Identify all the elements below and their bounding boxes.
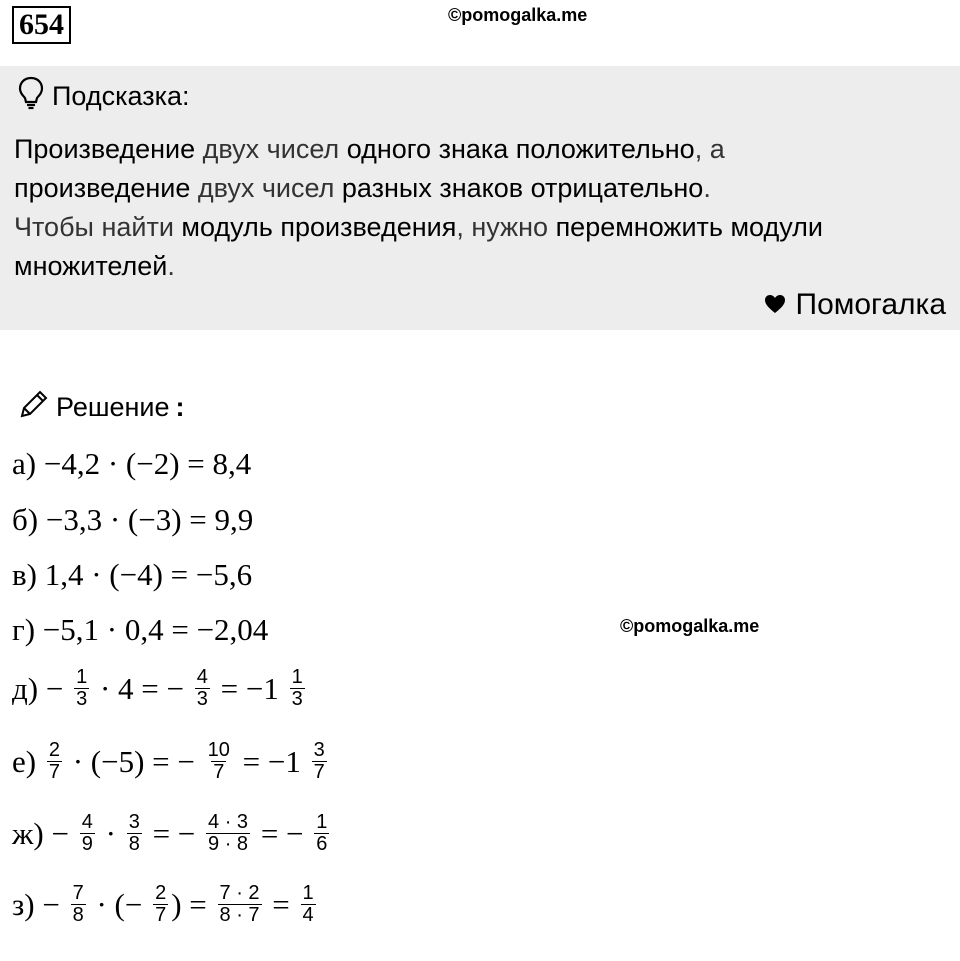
- fraction-denominator: 7: [313, 761, 325, 783]
- fraction-numerator: 7 · 2: [219, 882, 260, 904]
- fraction-denominator: 9 · 8: [208, 833, 249, 855]
- fraction-numerator: 1: [76, 666, 88, 688]
- hint-emphasis: одного знака положительно: [346, 134, 695, 164]
- hint-fragment: , а: [694, 134, 725, 164]
- expression-text: в) 1,4 · (−4) = −5,6: [12, 557, 253, 592]
- fraction-denominator: 8: [128, 833, 140, 855]
- expression-text: ·: [97, 815, 124, 851]
- expression-text: д) −: [12, 670, 72, 706]
- expression-text: г) −5,1 · 0,4 = −2,04: [12, 612, 269, 647]
- solution-row: [12, 446, 251, 482]
- expression-text: б) −3,3 · (−3) = 9,9: [12, 502, 254, 537]
- pencil-icon: [18, 388, 50, 427]
- hint-emphasis: перемножить модули: [555, 212, 823, 242]
- fraction-denominator: 9: [81, 833, 93, 855]
- fraction-numerator: 4 · 3: [208, 811, 249, 833]
- hint-fragment: Чтобы найти: [14, 212, 182, 242]
- expression-text: ж) −: [12, 815, 77, 851]
- hint-fragment: , нужно: [456, 212, 556, 242]
- watermark-top: ©pomogalka.me: [448, 5, 588, 25]
- fraction: [206, 812, 250, 855]
- fraction: [312, 740, 327, 783]
- hint-emphasis: модуль произведения: [181, 212, 457, 242]
- fraction-numerator: 1: [291, 666, 303, 688]
- solution-row: [12, 883, 319, 926]
- fraction: [127, 812, 142, 855]
- fraction-denominator: 7: [213, 761, 225, 783]
- fraction-numerator: 4: [81, 811, 93, 833]
- fraction-numerator: 1: [302, 882, 314, 904]
- fraction-numerator: 1: [316, 811, 328, 833]
- hint-emphasis: множителей: [14, 251, 168, 281]
- fraction: [290, 667, 305, 710]
- expression-text: · (−5) = −: [64, 743, 203, 779]
- expression-text: = −: [144, 815, 204, 851]
- solution-title-colon: :: [175, 392, 185, 422]
- fraction: [206, 740, 232, 783]
- hint-text: [14, 130, 944, 286]
- fraction: [195, 667, 210, 710]
- expression-text: =: [264, 886, 298, 922]
- brand-name: Помогалка: [795, 288, 946, 321]
- expression-text: а) −4,2 · (−2) = 8,4: [12, 446, 252, 481]
- fraction: [47, 740, 62, 783]
- hint-fragment: двух чисел: [190, 173, 342, 203]
- expression-text: ) =: [171, 886, 215, 922]
- fraction: [71, 883, 86, 926]
- expression-text: е): [12, 743, 44, 779]
- expression-text: з) −: [12, 886, 68, 922]
- solution-row: [12, 557, 252, 593]
- hint-fragment: .: [703, 173, 711, 203]
- hint-fragment: .: [167, 251, 175, 281]
- fraction-denominator: 3: [76, 688, 88, 710]
- fraction: [218, 883, 262, 926]
- fraction-numerator: 2: [155, 882, 167, 904]
- watermark-middle: ©pomogalka.me: [620, 616, 760, 636]
- fraction-denominator: 3: [291, 688, 303, 710]
- solution-row: [12, 502, 253, 538]
- fraction-denominator: 4: [302, 904, 314, 926]
- solution-row: [12, 667, 308, 710]
- hint-emphasis: произведение: [14, 173, 191, 203]
- fraction-denominator: 7: [48, 761, 60, 783]
- solution-row: [12, 812, 332, 855]
- fraction-denominator: 8 · 7: [219, 904, 260, 926]
- fraction: [301, 883, 316, 926]
- solution-title: Решение: [56, 392, 170, 422]
- problem-number: 654: [12, 6, 71, 44]
- expression-text: = −1: [212, 670, 287, 706]
- fraction-numerator: 4: [196, 666, 208, 688]
- hint-header: [18, 76, 190, 117]
- fraction: [80, 812, 95, 855]
- fraction-numerator: 2: [48, 739, 60, 761]
- fraction-denominator: 7: [155, 904, 167, 926]
- fraction-numerator: 3: [128, 811, 140, 833]
- fraction: [74, 667, 89, 710]
- expression-text: = −: [253, 815, 312, 851]
- fraction-denominator: 8: [72, 904, 84, 926]
- expression-text: · 4 = −: [92, 670, 192, 706]
- fraction-numerator: 3: [313, 739, 325, 761]
- fraction-numerator: 7: [72, 882, 84, 904]
- expression-text: · (−: [88, 886, 151, 922]
- hint-fragment: двух чисел: [195, 134, 347, 164]
- fraction-denominator: 6: [316, 833, 328, 855]
- fraction: [314, 812, 329, 855]
- fraction-denominator: 3: [196, 688, 208, 710]
- hint-emphasis: Произведение: [14, 134, 196, 164]
- brand-signature: [764, 288, 947, 322]
- solution-row: [12, 612, 268, 648]
- lightbulb-icon: [18, 76, 44, 117]
- solution-header: [18, 388, 185, 427]
- hint-title: Подсказка:: [52, 81, 190, 111]
- solution-row: [12, 740, 330, 783]
- fraction-numerator: 10: [207, 739, 230, 761]
- fraction: [153, 883, 168, 926]
- heart-icon: [764, 288, 786, 322]
- hint-emphasis: разных знаков отрицательно: [341, 173, 704, 203]
- expression-text: = −1: [234, 743, 309, 779]
